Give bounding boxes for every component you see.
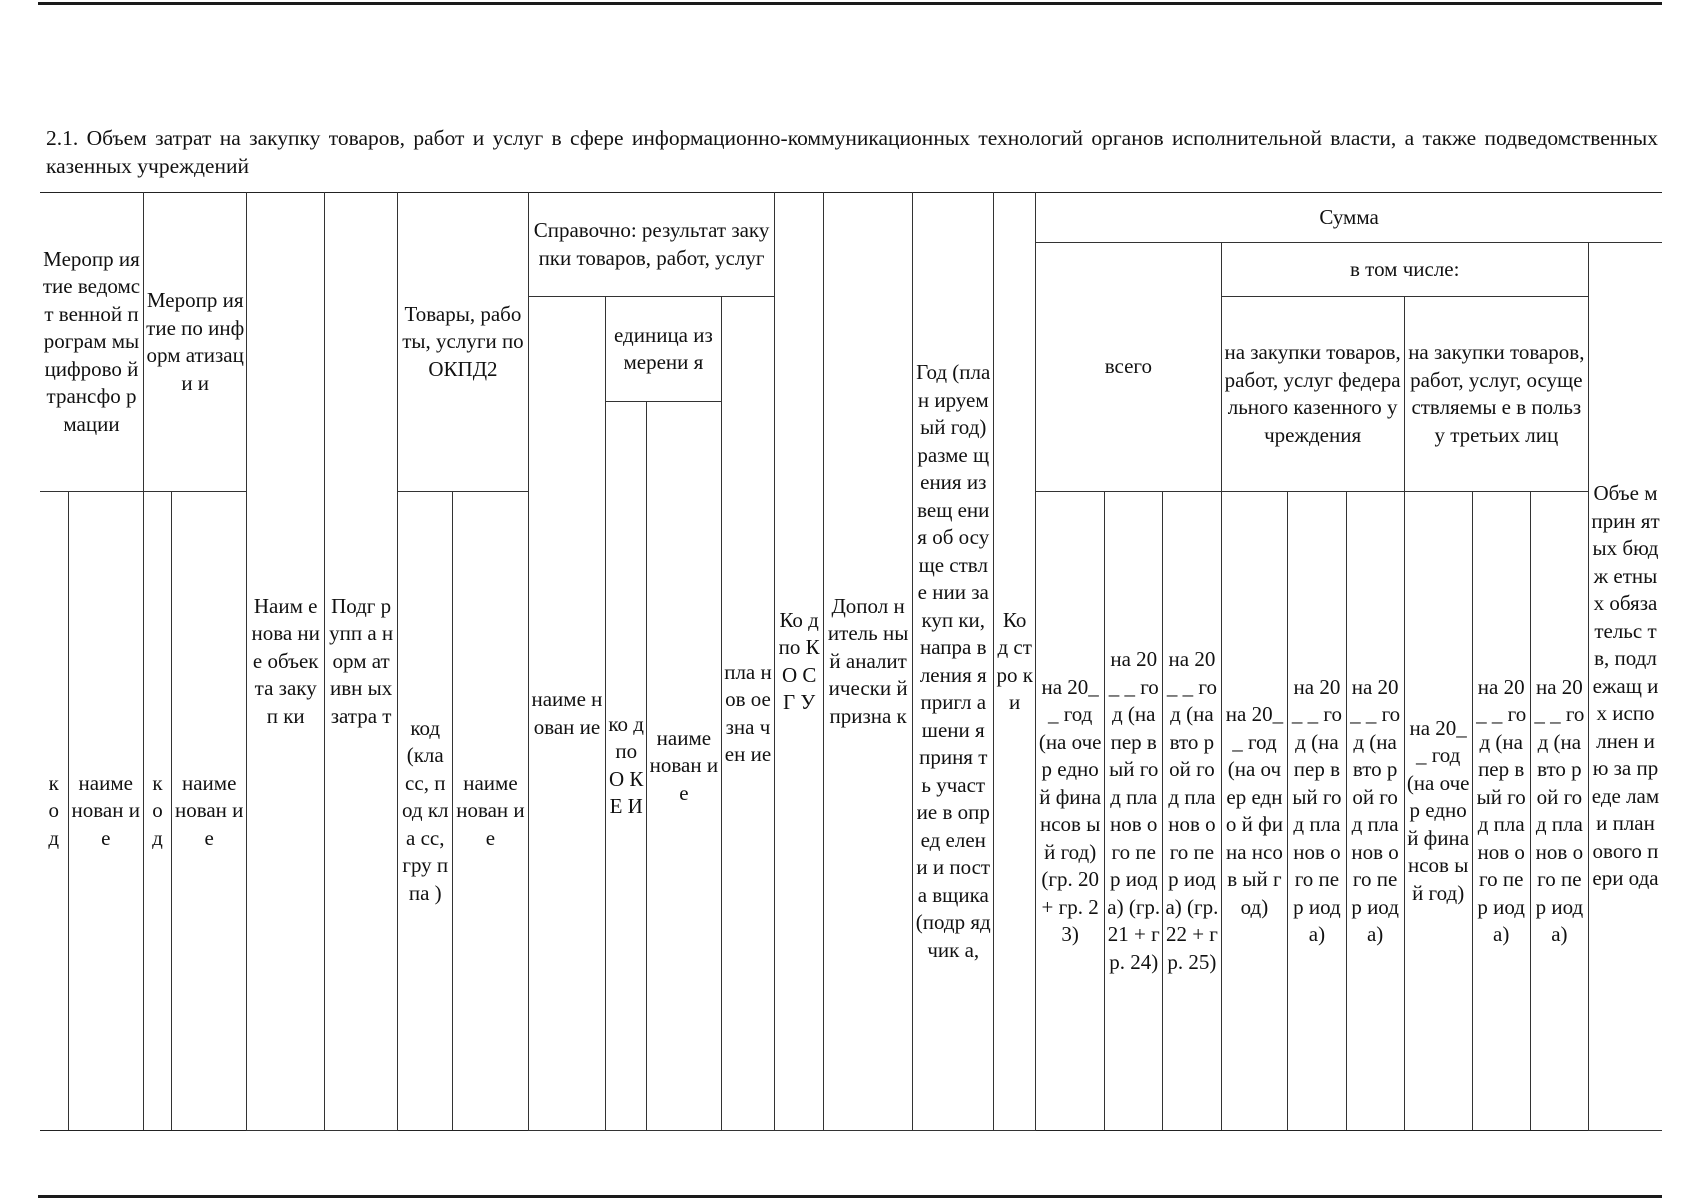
- header-kod-okpd2: код (кла сс, под кла сс, гру ппа ): [398, 492, 453, 1131]
- header-naimenovanie-meropriyatiya-informatizacii: наиме нован ие: [171, 492, 246, 1131]
- section-heading: 2.1. Объем затрат на закупку товаров, работ и услуг в сфере информационно-коммуникационных технологий органов исполнительной власти, а также подведомственных казенных учреждений: [46, 126, 1658, 178]
- expenses-table: [40, 192, 1662, 1131]
- header-fku-pervyy-god: на 20_ _ год (на пер вый год пла нов ого пер иод а): [1288, 492, 1346, 1131]
- header-summa: Сумма: [1036, 193, 1662, 243]
- header-meropriyatie-informatizacii: Меропр иятие по информ атизаци и: [143, 193, 246, 492]
- header-na-zakupki-fku: на закупки товаров, работ, услуг федерального казенного учреждения: [1221, 297, 1404, 492]
- header-kod-meropriyatiya-programmy: к о д: [40, 492, 68, 1131]
- header-spravochno-rezultat-zakupki: Справочно: результат закупки товаров, работ, услуг: [528, 193, 775, 297]
- header-fku-ocherednoy-god: на 20__ год (на очер едно й фина нсов ый год): [1221, 492, 1288, 1131]
- header-edinica-izmereniya: единица измерени я: [606, 297, 721, 401]
- header-vsego-vtoroy-god: на 20_ _ год (на вто рой год пла нов ого пер иод а) (гр. 22 + гр. 25): [1163, 492, 1221, 1131]
- header-kod-kosgu: Ко д по КО СГ У: [775, 193, 823, 1131]
- header-naimenovanie-rezultata: наиме нован ие: [528, 297, 606, 1131]
- header-fku-vtoroy-god: на 20_ _ год (на вто рой год пла нов ого пер иод а): [1346, 492, 1404, 1131]
- header-na-zakupki-tretih-lic: на закупки товаров, работ, услуг, осуществляемы е в пользу третьих лиц: [1404, 297, 1588, 492]
- header-vsego-pervyy-god: на 20_ _ год (на пер вый год пла нов ого пер иод а) (гр. 21 + гр. 24): [1105, 492, 1163, 1131]
- header-kod-meropriyatiya-informatizacii: к о д: [143, 492, 171, 1131]
- header-tretih-lic-ocherednoy-god: на 20__ год (на очер едно й фина нсов ый год): [1404, 492, 1472, 1131]
- header-naimenovanie-obekta-zakupki: Наим енова ние объек та закуп ки: [247, 193, 325, 1131]
- header-god-razmeshcheniya: Год (план ируем ый год) разме щения извещ ения об осуще ствле нии закуп ки, напра вления я пригл ашени я приня ть участ ие в опред елени и поста вщика (подр ядчик а,: [913, 193, 994, 1131]
- bottom-border-rule: [38, 1195, 1662, 1198]
- header-tretih-lic-vtoroy-god: на 20_ _ год (на вто рой год пла нов ого пер иод а): [1530, 492, 1588, 1131]
- header-planovoe-znachenie: пла нов ое зна чен ие: [721, 297, 775, 1131]
- header-dopolnitelnyy-priznak: Допол нитель ный аналит ически й призна к: [823, 193, 912, 1131]
- header-kod-po-okei: ко д по О К Е И: [606, 401, 647, 1130]
- header-naimenovanie-meropriyatiya-programmy: наиме нован ие: [68, 492, 143, 1131]
- header-kod-stroki: Ко д ст ро ки: [994, 193, 1036, 1131]
- header-v-tom-chisle: в том числе:: [1221, 242, 1588, 297]
- header-vsego-ocherednoy-god: на 20__ год (на очер едно й фина нсов ый год) (гр. 20 + гр. 23): [1036, 492, 1105, 1131]
- header-tovary-raboty-uslugi-okpd2: Товары, работы, услуги по ОКПД2: [398, 193, 528, 492]
- header-obem-obyazatelstv: Объе м прин ятых бюдж етны х обяза тельс тв, подл ежащ их испо лнен ию за преде лами план ового пери ода: [1588, 242, 1662, 1130]
- top-border-rule: [38, 2, 1662, 5]
- header-naimenovanie-edinicy: наиме нован ие: [647, 401, 721, 1130]
- header-tretih-lic-pervyy-god: на 20_ _ год (на пер вый год пла нов ого пер иод а): [1472, 492, 1530, 1131]
- header-naimenovanie-okpd2: наиме нован ие: [453, 492, 528, 1131]
- header-meropriyatie-vedomstvennoy-programmy: Меропр иятие ведомст венной програм мы цифрово й трансфо рмации: [40, 193, 143, 492]
- header-podgruppa-normativnyh-zatrat: Подг рупп а норм ативн ых затра т: [324, 193, 397, 1131]
- header-vsego: всего: [1036, 242, 1221, 492]
